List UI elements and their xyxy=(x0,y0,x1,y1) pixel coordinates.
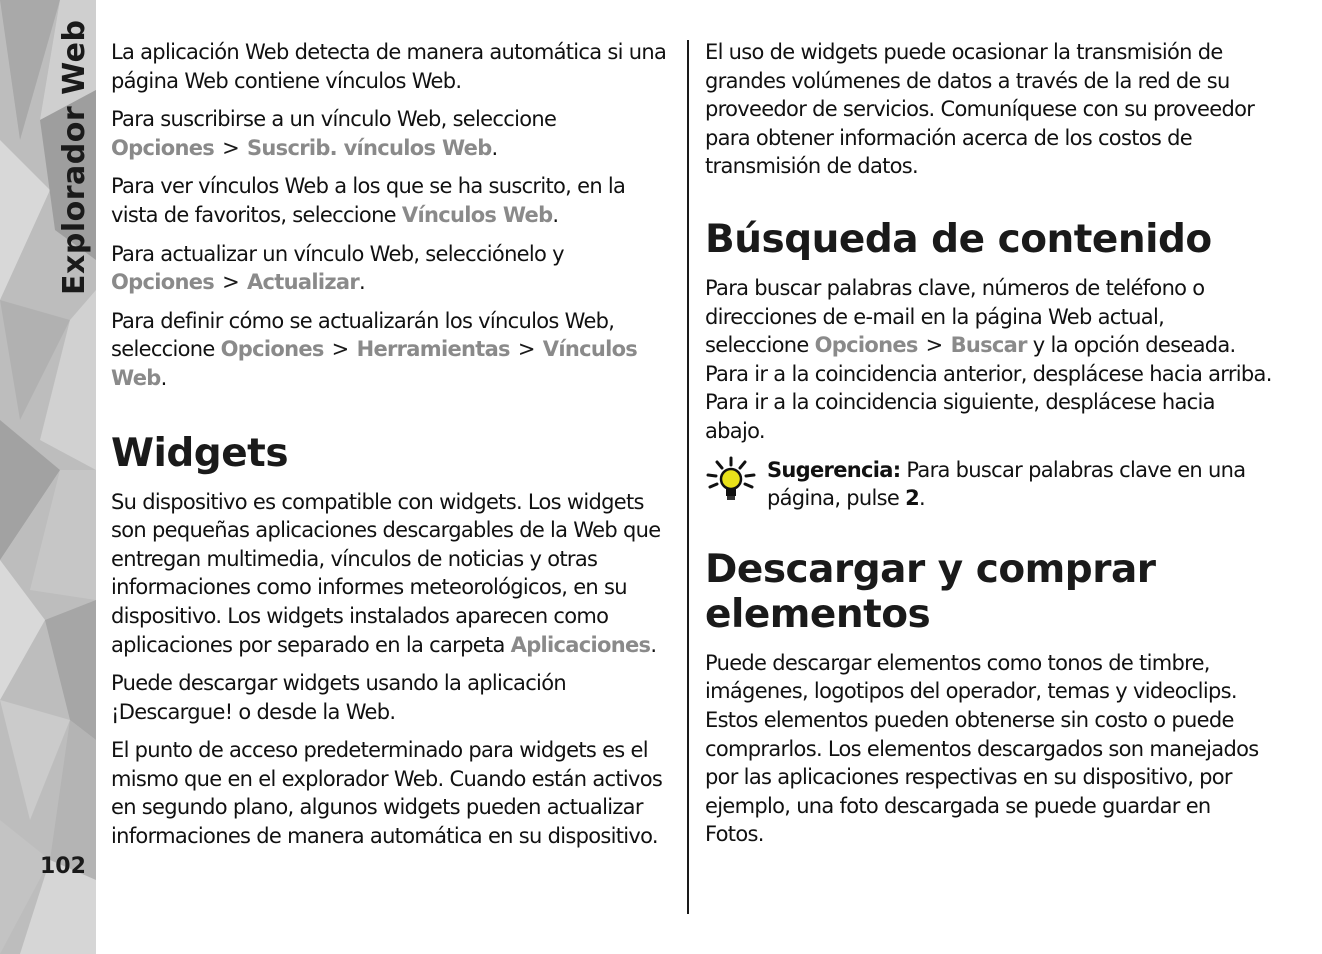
paragraph xyxy=(111,105,676,162)
sidebar-decoration xyxy=(0,0,96,954)
menu-separator: > xyxy=(222,135,239,160)
heading-download: Descargar y comprar elementos xyxy=(705,546,1156,637)
period: . xyxy=(160,365,167,390)
heading-widgets: Widgets xyxy=(111,430,289,476)
right-column xyxy=(705,38,1273,859)
paragraph: El punto de acceso predeterminado para widgets es el mismo que en el explorador Web. Cuando están activos en segundo plano, algunos widgets pueden actualizar informaciones de manera automática en su dispositivo. xyxy=(111,738,663,849)
period: . xyxy=(552,202,559,227)
tip-label: Sugerencia: xyxy=(767,457,901,482)
paragraph xyxy=(111,172,676,229)
tip-text xyxy=(767,456,1273,513)
menu-path-item: Opciones xyxy=(814,333,918,358)
paragraph-text: Para buscar palabras clave en una página, pulse xyxy=(767,457,1246,511)
menu-path-item: Herramientas xyxy=(356,337,510,362)
paragraph: Puede descargar widgets usando la aplicación ¡Descargue! o desde la Web. xyxy=(111,671,566,724)
menu-separator: > xyxy=(517,337,535,362)
paragraph xyxy=(705,274,1273,446)
paragraph xyxy=(111,307,676,393)
column-divider xyxy=(687,40,689,914)
menu-path-item: Aplicaciones xyxy=(510,632,651,657)
left-column xyxy=(111,38,676,861)
period: . xyxy=(650,632,657,657)
heading-search: Búsqueda de contenido xyxy=(705,216,1212,262)
menu-path-item: Opciones xyxy=(220,337,324,362)
menu-path-item: Actualizar xyxy=(246,270,359,295)
tip-block xyxy=(705,456,1273,513)
menu-path-item: Opciones xyxy=(111,270,215,295)
paragraph-text: Su dispositivo es compatible con widgets. Los widgets son pequeñas aplicaciones descargables de la Web que entregan multimedia, vínculos de noticias y otras informaciones como informes meteorológicos, en su dispositivo. Los widgets instalados aparecen como aplicaciones por separado en la carpeta xyxy=(111,489,661,657)
paragraph xyxy=(111,488,676,660)
paragraph-text: Para definir cómo se actualizarán los vínculos Web, seleccione xyxy=(111,308,615,362)
paragraph: Puede descargar elementos como tonos de timbre, imágenes, logotipos del operador, temas y videoclips. Estos elementos pueden obtenerse sin costo o puede comprarlos. Los elementos descargados son manejados por las aplicaciones respectivas en su dispositivo, por ejemplo, una foto descargada se puede guardar en Fotos. xyxy=(705,650,1259,847)
menu-separator: > xyxy=(222,270,239,295)
paragraph xyxy=(111,240,676,297)
paragraph-text: Para suscribirse a un vínculo Web, seleccione xyxy=(111,107,557,132)
page-number: 102 xyxy=(40,854,86,879)
menu-path-item: Opciones xyxy=(111,135,215,160)
paragraph-text: y la opción deseada. Para ir a la coincidencia anterior, desplácese hacia arriba. Para ir a la coincidencia siguiente, desplácese hacia abajo. xyxy=(705,333,1272,443)
period: . xyxy=(919,486,926,511)
lightbulb-icon xyxy=(705,456,757,502)
section-title: Explorador Web xyxy=(57,19,92,295)
paragraph-text: Para actualizar un vínculo Web, selecciónelo y xyxy=(111,241,564,266)
paragraph-text: Para buscar palabras clave, números de teléfono o direcciones de e-mail en la página Web actual, seleccione xyxy=(705,275,1205,358)
menu-path-item: Suscrib. vínculos Web xyxy=(246,135,492,160)
paragraph: La aplicación Web detecta de manera automática si una página Web contiene vínculos Web. xyxy=(111,40,667,93)
menu-separator: > xyxy=(925,333,943,358)
menu-path-item: Vínculos Web xyxy=(111,337,638,390)
period: . xyxy=(491,135,498,160)
menu-path-item: Buscar xyxy=(950,333,1027,358)
tip-key: 2 xyxy=(905,486,920,511)
menu-separator: > xyxy=(331,337,349,362)
menu-path-item: Vínculos Web xyxy=(401,202,553,227)
period: . xyxy=(358,270,365,295)
paragraph: El uso de widgets puede ocasionar la transmisión de grandes volúmenes de datos a través de la red de su proveedor de servicios. Comuníquese con su proveedor para obtener información acerca de los costos de transmisión de datos. xyxy=(705,40,1255,179)
paragraph-text: Para ver vínculos Web a los que se ha suscrito, en la vista de favoritos, seleccione xyxy=(111,174,626,227)
